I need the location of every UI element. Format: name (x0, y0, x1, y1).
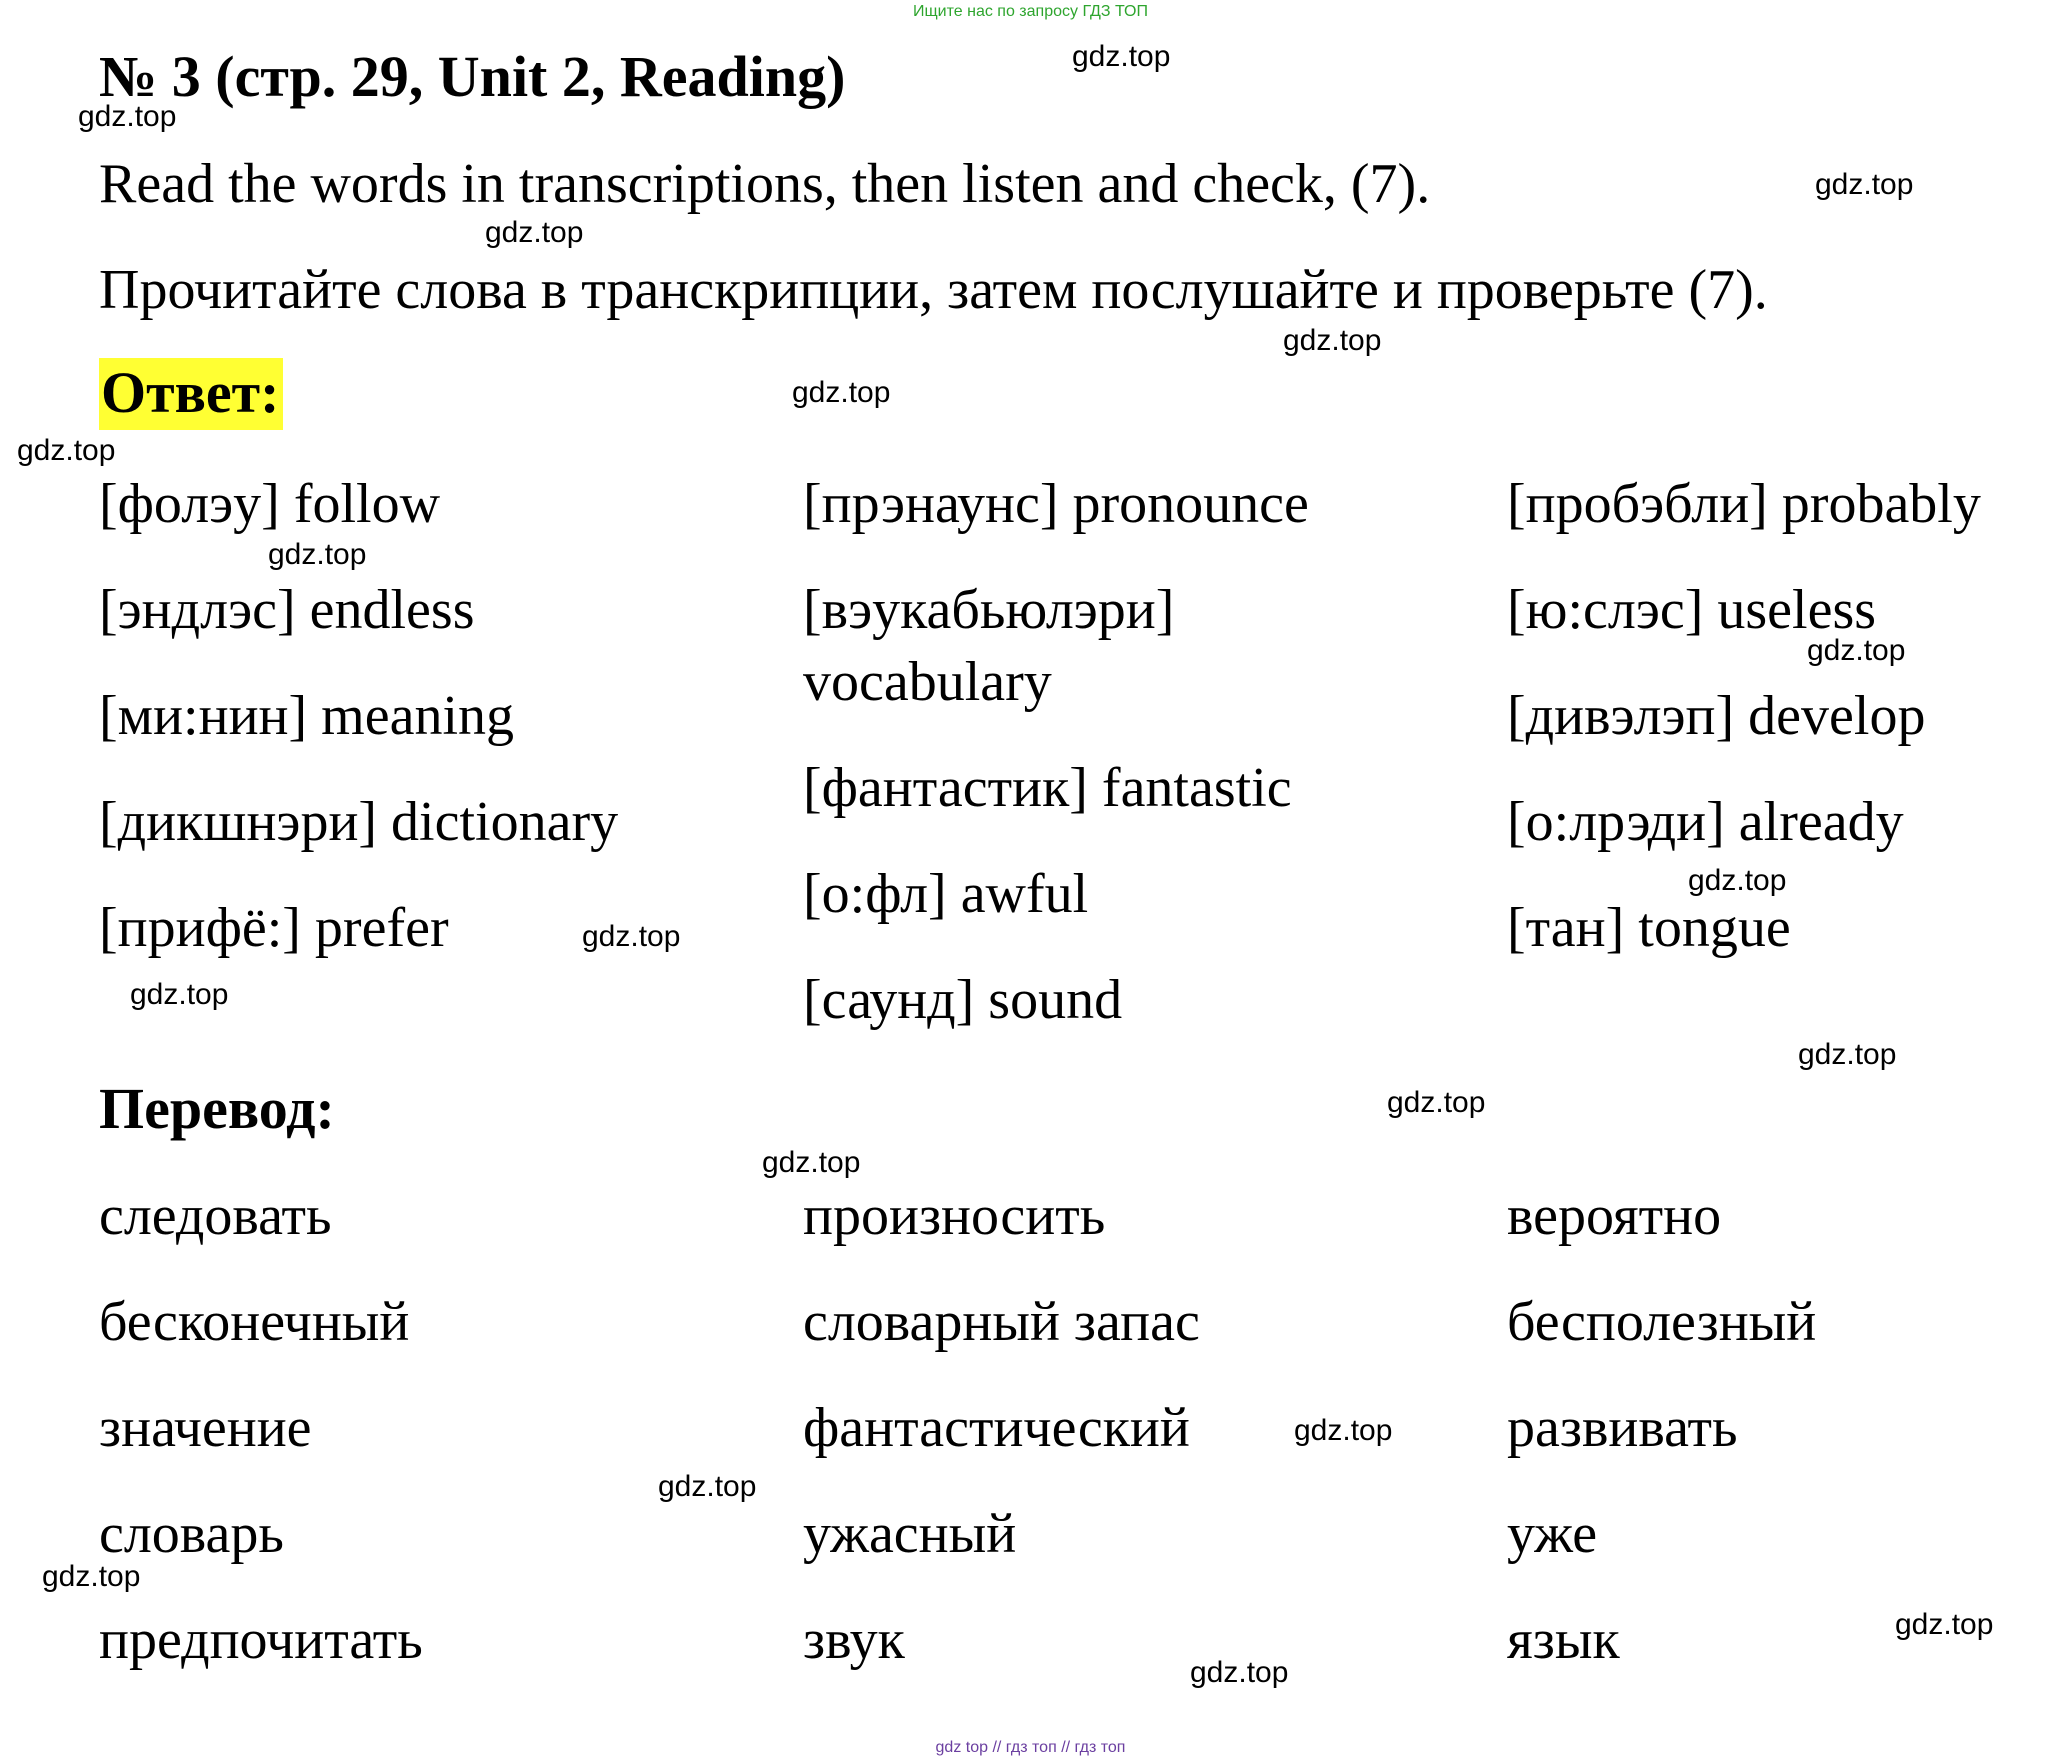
watermark: gdz.top (1815, 168, 1914, 201)
translation-item: развивать (1507, 1397, 1738, 1459)
word-item: [прэнаунс] pronounce (803, 473, 1309, 535)
translation-item: предпочитать (99, 1609, 423, 1671)
translation-item: словарный запас (803, 1291, 1200, 1353)
watermark: gdz.top (658, 1470, 757, 1503)
instruction-russian: Прочитайте слова в транскрипции, затем послушайте и проверьте (7). (99, 259, 1768, 321)
watermark: gdz.top (1798, 1038, 1897, 1071)
translation-item: язык (1507, 1609, 1620, 1671)
word-item: [о:лрэди] already (1507, 791, 1904, 853)
watermark: gdz.top (42, 1560, 141, 1593)
watermark: gdz.top (762, 1146, 861, 1179)
translation-item: ужасный (803, 1503, 1017, 1565)
watermark: gdz.top (268, 538, 367, 571)
watermark: gdz.top (485, 216, 584, 249)
translation-item: произносить (803, 1185, 1106, 1247)
top-banner: Ищите нас по запросу ГДЗ ТОП (913, 3, 1148, 20)
word-item: [тан] tongue (1507, 897, 1791, 959)
watermark: gdz.top (1807, 634, 1906, 667)
translation-item: звук (803, 1609, 905, 1671)
word-item: [ю:слэс] useless (1507, 579, 1877, 641)
translation-item: фантастический (803, 1397, 1190, 1459)
page-title: № 3 (стр. 29, Unit 2, Reading) (99, 44, 846, 109)
watermark: gdz.top (582, 920, 681, 953)
watermark: gdz.top (1283, 324, 1382, 357)
word-item: [дикшнэри] dictionary (99, 791, 619, 853)
word-item: vocabulary (803, 651, 1052, 713)
word-item: [о:фл] awful (803, 863, 1089, 925)
watermark: gdz.top (1190, 1656, 1289, 1689)
word-item: [эндлэс] endless (99, 579, 475, 641)
word-item: [фантастик] fantastic (803, 757, 1292, 819)
watermark: gdz.top (1688, 864, 1787, 897)
watermark: gdz.top (130, 978, 229, 1011)
translation-item: словарь (99, 1503, 284, 1565)
translation-item: вероятно (1507, 1185, 1722, 1247)
translation-item: уже (1507, 1503, 1598, 1565)
watermark: gdz.top (792, 376, 891, 409)
word-item: [пробэбли] probably (1507, 473, 1981, 535)
watermark: gdz.top (1387, 1086, 1486, 1119)
watermark: gdz.top (17, 434, 116, 467)
translation-item: значение (99, 1397, 312, 1459)
translation-item: бесконечный (99, 1291, 410, 1353)
watermark: gdz.top (1895, 1608, 1994, 1641)
translation-item: следовать (99, 1185, 332, 1247)
translation-item: бесполезный (1507, 1291, 1817, 1353)
translation-label: Перевод: (99, 1076, 335, 1141)
word-item: [прифё:] prefer (99, 897, 449, 959)
footer: gdz top // гдз топ // гдз топ (935, 1739, 1126, 1756)
word-item: [ми:нин] meaning (99, 685, 514, 747)
answer-label: Ответ: (99, 358, 283, 430)
word-item: [дивэлэп] develop (1507, 685, 1926, 747)
word-item: [фолэу] follow (99, 473, 441, 535)
word-item: [саунд] sound (803, 969, 1123, 1031)
watermark: gdz.top (1294, 1414, 1393, 1447)
watermark: gdz.top (78, 100, 177, 133)
watermark: gdz.top (1072, 40, 1171, 73)
word-item: [вэукабьюлэри] (803, 579, 1175, 641)
instruction-english: Read the words in transcriptions, then listen and check, (7). (99, 153, 1431, 215)
